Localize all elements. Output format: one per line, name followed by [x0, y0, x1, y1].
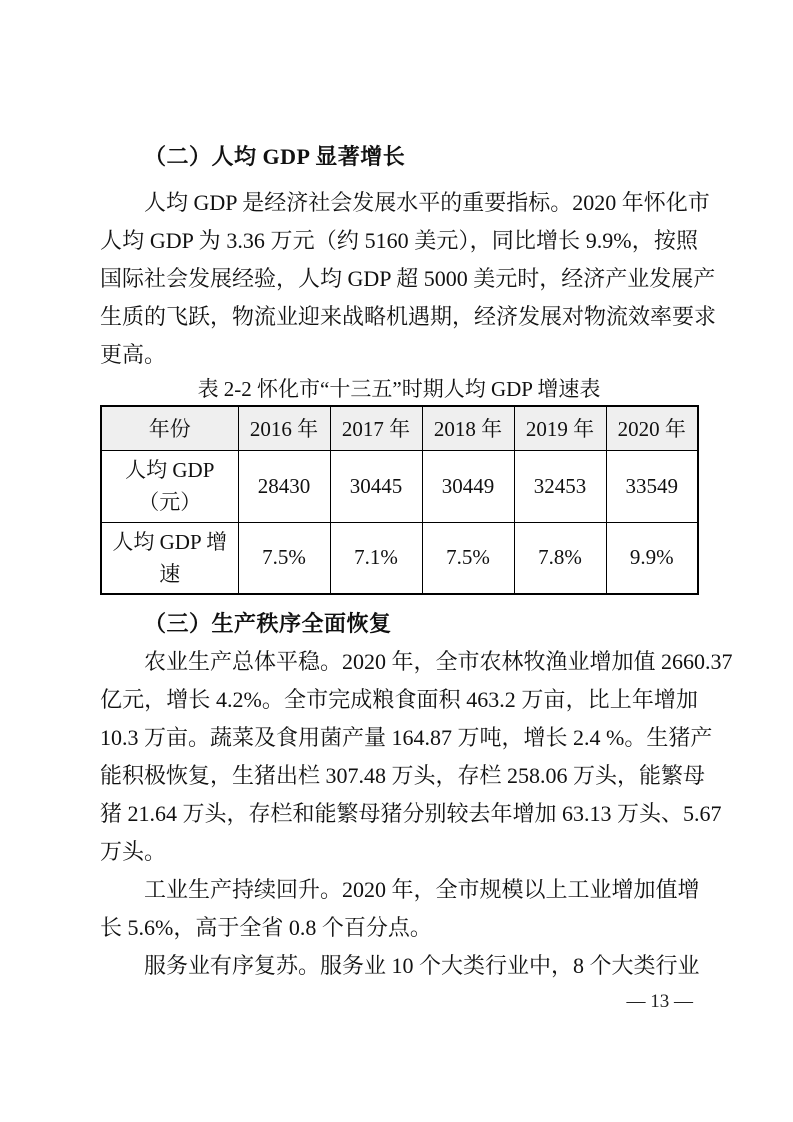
paragraph-line: 工业生产持续回升。2020 年，全市规模以上工业增加值增	[144, 877, 700, 902]
table-header-cell: 2017 年	[330, 406, 422, 450]
paragraph-line: 更高。	[100, 342, 167, 367]
table-cell: 30449	[422, 450, 514, 522]
page-number: — 13 —	[626, 991, 693, 1012]
section-3-paragraph-1	[100, 643, 733, 871]
table-cell: 7.5%	[238, 522, 330, 594]
table-cell: 32453	[514, 450, 606, 522]
table-cell: 33549	[606, 450, 698, 522]
section-3-paragraph-3	[100, 947, 698, 985]
paragraph-line: 10.3 万亩。蔬菜及食用菌产量 164.87 万吨，增长 2.4 %。生猪产	[100, 725, 713, 750]
section-2-heading: （二）人均 GDP 显著增长	[144, 144, 406, 169]
paragraph-line: 服务业有序复苏。服务业 10 个大类行业中，8 个大类行业	[144, 953, 700, 978]
table-cell: 9.9%	[606, 522, 698, 594]
paragraph-line: 能积极恢复，生猪出栏 307.48 万头，存栏 258.06 万头，能繁母	[100, 763, 706, 788]
paragraph-line: 农业生产总体平稳。2020 年，全市农林牧渔业增加值 2660.37	[144, 649, 733, 674]
table-row	[101, 450, 698, 522]
page-content	[100, 138, 733, 985]
table-cell: 7.8%	[514, 522, 606, 594]
table-header-cell: 2018 年	[422, 406, 514, 450]
row-label: 人均 GDP 增速	[101, 522, 238, 594]
paragraph-line: 国际社会发展经验，人均 GDP 超 5000 美元时，经济产业发展产	[100, 266, 716, 291]
table-header-row	[101, 406, 698, 450]
section-3-paragraph-2	[100, 871, 698, 947]
paragraph-line: 猪 21.64 万头，存栏和能繁母猪分别较去年增加 63.13 万头、5.67	[100, 801, 722, 826]
table-cell: 28430	[238, 450, 330, 522]
paragraph-line: 万头。	[100, 839, 167, 864]
gdp-growth-table	[100, 405, 699, 595]
paragraph-line: 亿元，增长 4.2%。全市完成粮食面积 463.2 万亩，比上年增加	[100, 687, 698, 712]
paragraph-line: 生质的飞跃，物流业迎来战略机遇期，经济发展对物流效率要求	[100, 304, 717, 329]
table-cell: 7.5%	[422, 522, 514, 594]
paragraph-line: 长 5.6%，高于全省 0.8 个百分点。	[100, 915, 432, 940]
row-label: 人均 GDP（元）	[101, 450, 238, 522]
table-header-cell: 年份	[101, 406, 238, 450]
section-3-heading: （三）生产秩序全面恢复	[144, 611, 392, 636]
table-header-cell: 2019 年	[514, 406, 606, 450]
section-2-paragraph	[100, 184, 717, 374]
table-header-cell: 2016 年	[238, 406, 330, 450]
paragraph-line: 人均 GDP 为 3.36 万元（约 5160 美元），同比增长 9.9%，按照	[100, 228, 698, 253]
paragraph-line: 人均 GDP 是经济社会发展水平的重要指标。2020 年怀化市	[144, 190, 710, 215]
table-cell: 30445	[330, 450, 422, 522]
table-header-cell: 2020 年	[606, 406, 698, 450]
table-caption: 表 2-2 怀化市“十三五”时期人均 GDP 增速表	[197, 377, 601, 401]
table-row	[101, 522, 698, 594]
table-cell: 7.1%	[330, 522, 422, 594]
